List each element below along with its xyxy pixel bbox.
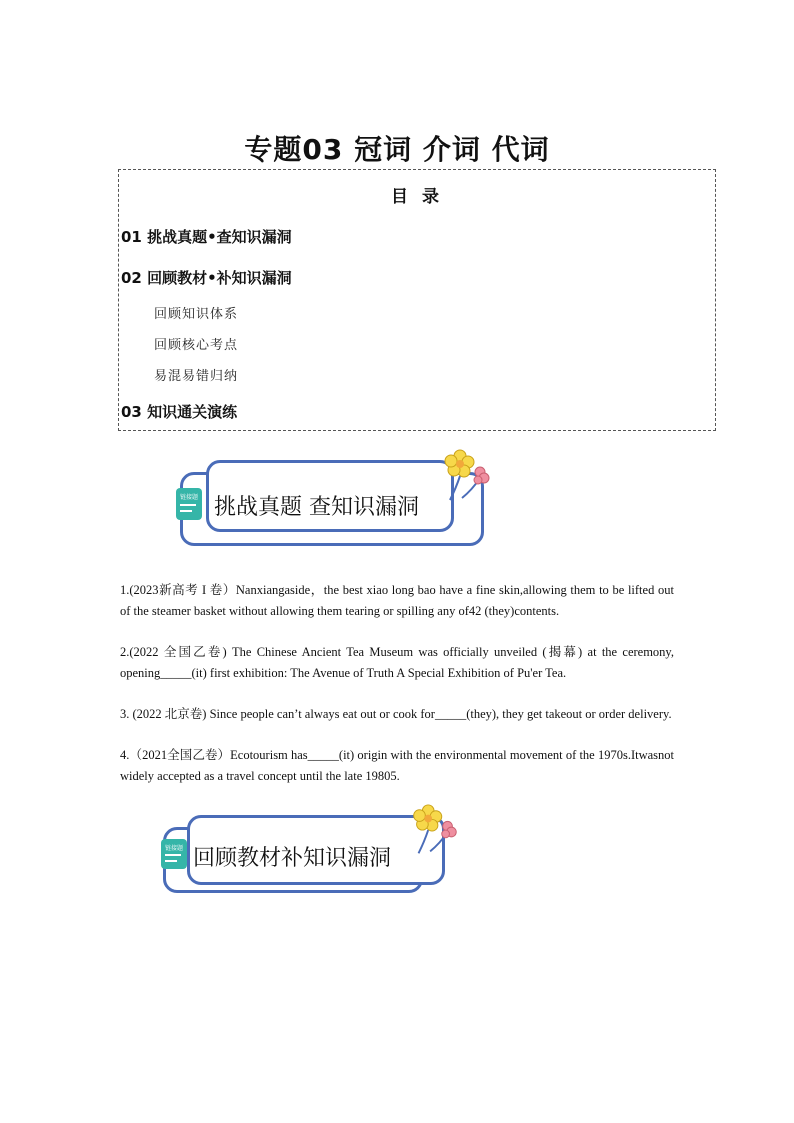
document-title: 专题03 冠词 介词 代词 [244, 133, 550, 166]
toc-item-2: 02 回顾教材•补知识漏洞 [121, 269, 292, 287]
tag-label: 链接题 [164, 845, 183, 852]
banner-title: 挑战真题 查知识漏洞 [214, 495, 419, 520]
question-1: 1.(2023新高考 I 卷）Nanxiangaside，the best xiao long bao have a fine skin,allowing them to be lifted out of the steamer basket without allowing them tearing or spilling any of42 (they)contents. [120, 583, 674, 618]
tag-icon [176, 488, 202, 520]
toc-subitem-3: 易混易错归纳 [154, 369, 239, 384]
toc-item-1: 01 挑战真题•查知识漏洞 [121, 228, 292, 246]
flower-icon [405, 803, 463, 861]
banner-title: 回顾教材补知识漏洞 [193, 846, 392, 871]
question-4: 4.（2021全国乙卷）Ecotourism has_____(it) origin with the environmental movement of the 1970s.Itwasnot widely accepted as a travel concept until the late 19805. [120, 748, 674, 783]
toc-subitem-1: 回顾知识体系 [154, 307, 239, 322]
question-2: 2.(2022 全国乙卷) The Chinese Ancient Tea Museum was officially unveiled (揭幕) at the ceremony, opening_____(it) first exhibition: The Avenue of Truth A Special Exhibition of Pu'er Tea. [120, 645, 674, 680]
toc-heading: 目 录 [391, 187, 443, 207]
question-3: 3. (2022 北京卷) Since people can’t always eat out or cook for_____(they), they get takeout or order delivery. [120, 707, 672, 721]
section-banner-1 [170, 448, 500, 548]
tag-icon [161, 839, 187, 869]
table-of-contents [118, 169, 716, 431]
toc-item-3: 03 知识通关演练 [121, 403, 238, 421]
flower-icon [436, 448, 496, 508]
tag-label: 链接题 [179, 494, 198, 501]
section-banner-2 [155, 803, 465, 898]
toc-subitem-2: 回顾核心考点 [154, 338, 239, 353]
